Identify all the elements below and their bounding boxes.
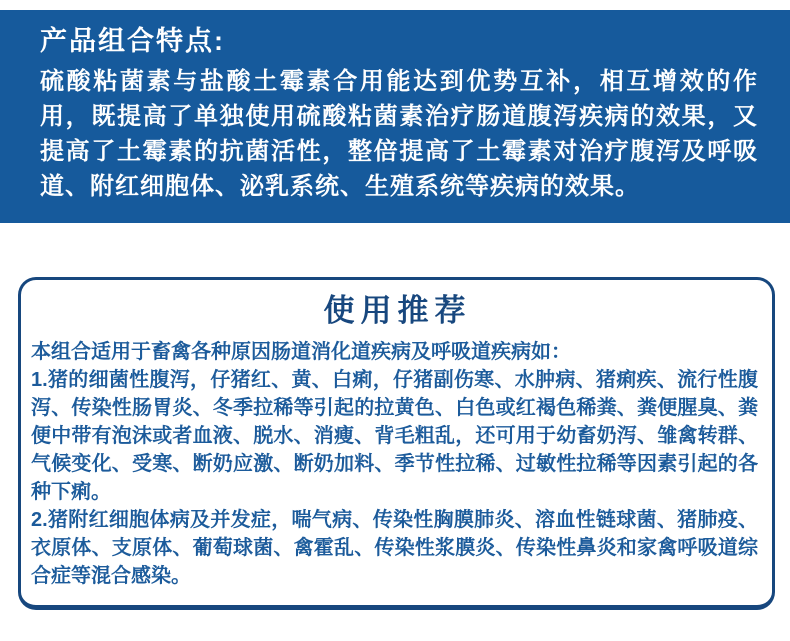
top-spacer — [0, 0, 790, 10]
usage-recommendation-item-1: 1.猪的细菌性腹泻，仔猪红、黄、白痢，仔猪副伤寒、水肿病、猪痢疾、流行性腹泻、传染性肠胃炎、冬季拉稀等引起的拉黄色、白色或红褐色稀粪、粪便腥臭、粪便中带有泡沫或者血液、脱水、消瘦、背毛粗乱，还可用于幼畜奶泻、雏禽转群、气候变化、受寒、断奶应激、断奶加料、季节性拉稀、过敏性拉稀等因素引起的各种下痢。 — [31, 369, 758, 503]
usage-recommendation-item-2: 2.猪附红细胞体病及并发症，喘气病、传染性胸膜肺炎、溶血性链球菌、猪肺疫、衣原体、支原体、葡萄球菌、禽霍乱、传染性浆膜炎、传染性鼻炎和家禽呼吸道综合症等混合感染。 — [31, 509, 758, 587]
usage-recommendation-card — [18, 277, 775, 610]
usage-recommendation-intro: 本组合适用于畜禽各种原因肠道消化道疾病及呼吸道疾病如： — [31, 341, 571, 363]
features-banner — [0, 10, 790, 223]
usage-recommendation-title: 使用推荐 — [323, 293, 472, 328]
section-spacer — [0, 223, 790, 277]
features-title: 产品组合特点: — [40, 26, 225, 56]
features-body-text: 硫酸粘菌素与盐酸土霉素合用能达到优势互补，相互增效的作用，既提高了单独使用硫酸粘菌素治疗肠道腹泻疾病的效果，又提高了土霉素的抗菌活性，整倍提高了土霉素对治疗腹泻及呼吸道、附红细胞体、泌乳系统、生殖系统等疾病的效果。 — [40, 68, 758, 200]
